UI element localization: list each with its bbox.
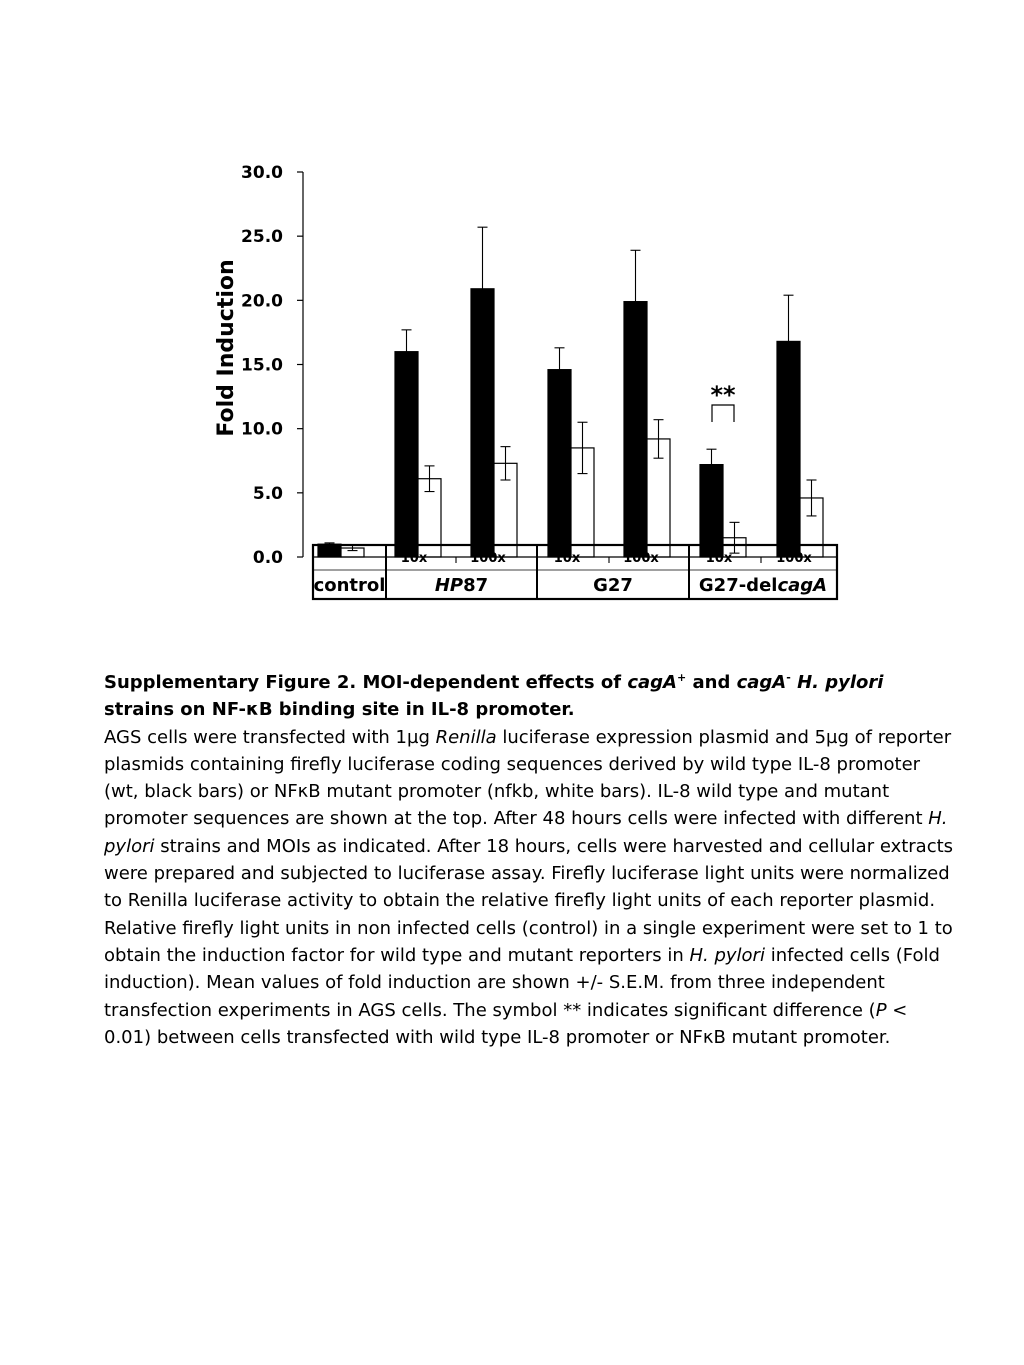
moi-label: 100x bbox=[623, 551, 659, 566]
y-tick-label: 25.0 bbox=[241, 227, 283, 248]
bars bbox=[318, 227, 823, 557]
group-label-italic: cagA bbox=[777, 575, 828, 596]
moi-label: 100x bbox=[470, 551, 506, 566]
y-tick-label: 30.0 bbox=[241, 163, 283, 183]
group-label-italic: HP bbox=[434, 575, 464, 596]
y-tick-label: 0.0 bbox=[252, 548, 283, 568]
group-label-0: control bbox=[313, 575, 386, 596]
moi-label: 10x bbox=[553, 551, 581, 566]
moi-label: 100x bbox=[776, 551, 812, 566]
group-label-1 bbox=[435, 575, 488, 596]
y-tick-label: 5.0 bbox=[252, 483, 283, 504]
group-label-prefix: G27-del bbox=[698, 575, 778, 596]
y-tick-label: 20.0 bbox=[241, 291, 283, 312]
group-label-3 bbox=[699, 575, 827, 596]
group-label-rest: 87 bbox=[463, 575, 489, 596]
y-tick-label: 15.0 bbox=[241, 355, 283, 376]
y-tick-label: 10.0 bbox=[241, 419, 283, 440]
caption-title: Supplementary Figure 2. MOI-dependent effects of cagA+ and cagA- H. pylori strains on NF-κB binding site in IL-8 promoter. bbox=[104, 671, 884, 721]
figure-caption bbox=[104, 664, 954, 1051]
significance-label: ** bbox=[710, 381, 736, 409]
y-axis bbox=[241, 163, 303, 568]
moi-label: 10x bbox=[705, 551, 733, 566]
bar-chart bbox=[0, 0, 1024, 650]
moi-label: 10x bbox=[400, 551, 428, 566]
y-axis-label: Fold Induction bbox=[214, 259, 239, 437]
caption-body: AGS cells were transfected with 1µg Renilla luciferase expression plasmid and 5µg of reporter plasmids containing firefly luciferase coding sequences derived by wild type IL-8 promoter (wt, black bars) or NFκB mutant promoter (nfkb, white bars). IL-8 wild type and mutant promoter sequences are shown at the top. After 48 hours cells were infected with different H. pylori strains and MOIs as indicated. After 18 hours, cells were harvested and cellular extracts were prepared and subjected to luciferase assay. Firefly luciferase light units were normalized to Renilla luciferase activity to obtain the relative firefly light units of each reporter plasmid. Relative firefly light units in non infected cells (control) in a single experiment were set to 1 to obtain the induction factor for wild type and mutant reporters in H. pylori infected cells (Fold induction). Mean values of fold induction are shown +/- S.E.M. from three independent transfection experiments in AGS cells. The symbol ** indicates significant difference (P < 0.01) between cells transfected with wild type IL-8 promoter or NFκB mutant promoter. bbox=[104, 726, 954, 1048]
bar-wt-1 bbox=[395, 352, 418, 557]
bar-wt-3 bbox=[548, 370, 571, 557]
category-table bbox=[313, 545, 837, 599]
group-label-2: G27 bbox=[593, 575, 633, 596]
